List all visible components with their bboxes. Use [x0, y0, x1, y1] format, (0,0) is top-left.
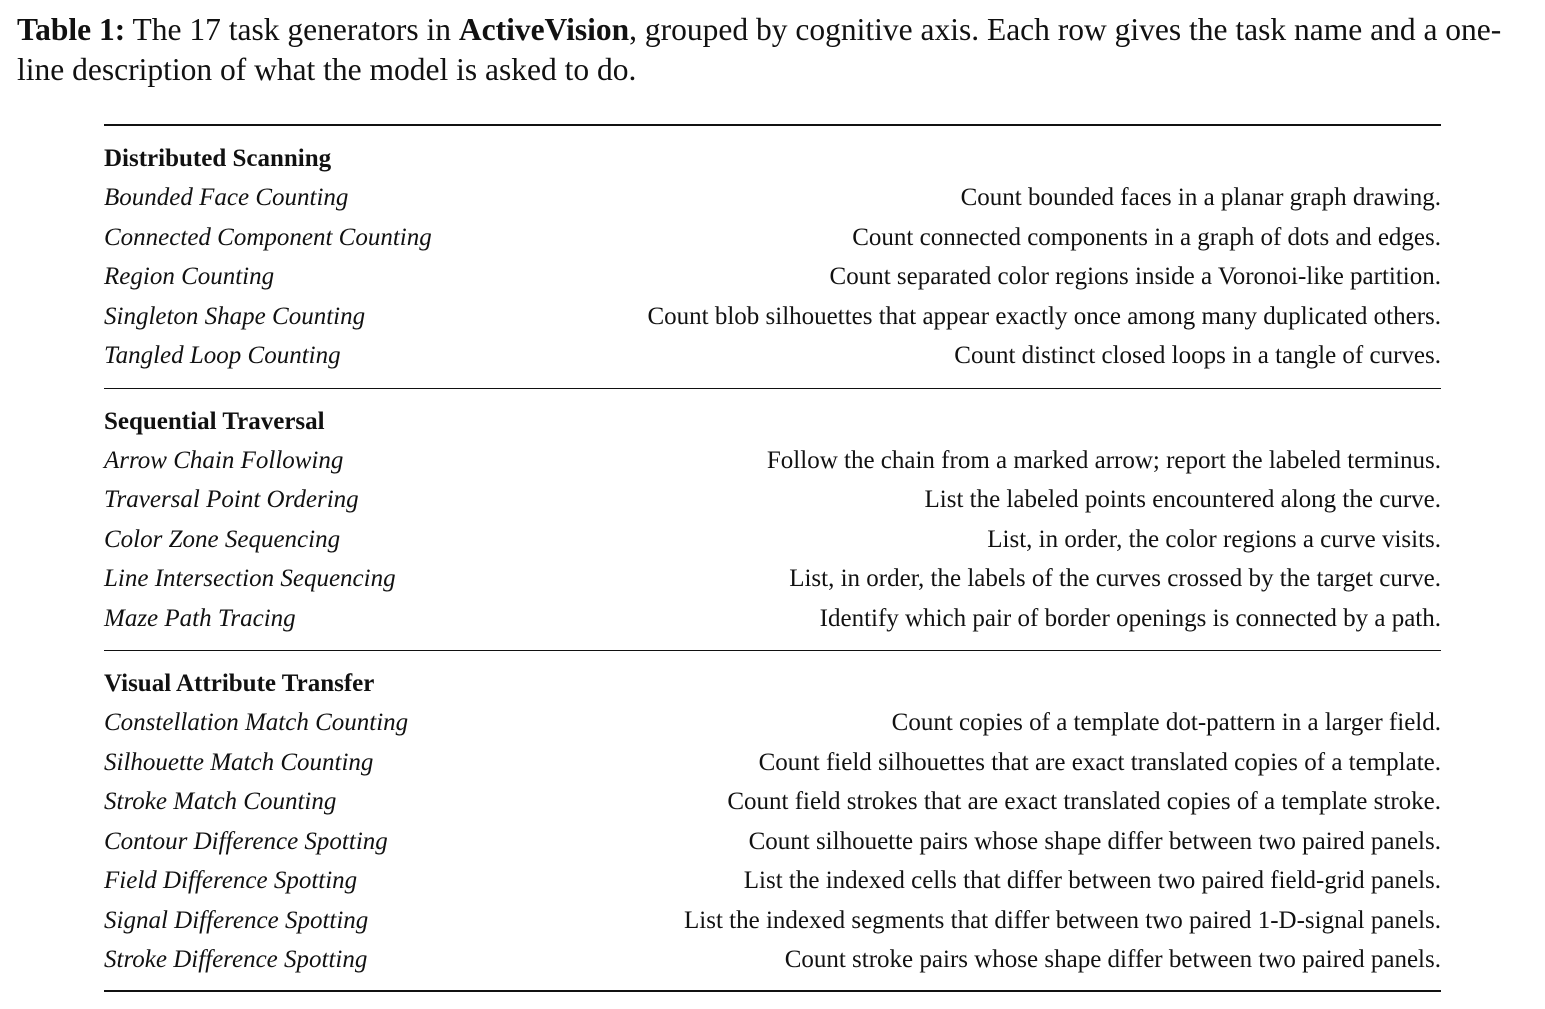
- table-row: [104, 441, 1441, 481]
- table-row: [104, 940, 1441, 980]
- task-description: Count distinct closed loops in a tangle of curves.: [954, 342, 1441, 369]
- task-name: Bounded Face Counting: [104, 184, 349, 211]
- task-description: Count blob silhouettes that appear exactly once among many duplicated others.: [647, 302, 1441, 330]
- table-row: [104, 336, 1441, 376]
- group-heading: Distributed Scanning: [104, 145, 332, 172]
- task-description: List, in order, the color regions a curve visits.: [987, 525, 1441, 553]
- caption-label: Table 1:: [17, 12, 126, 47]
- table-row: [104, 178, 1441, 218]
- table-row: [104, 218, 1441, 258]
- task-name: Color Zone Sequencing: [104, 525, 341, 553]
- task-description: Count separated color regions inside a Voronoi-like partition.: [829, 263, 1441, 290]
- group-heading: Visual Attribute Transfer: [104, 670, 375, 697]
- group-visual-attribute-transfer: [104, 651, 1441, 990]
- task-description: Count bounded faces in a planar graph drawing.: [960, 184, 1441, 211]
- task-name: Stroke Match Counting: [104, 788, 337, 815]
- task-name: Tangled Loop Counting: [104, 342, 341, 369]
- task-description: Identify which pair of border openings is connected by a path.: [819, 604, 1441, 632]
- group-distributed-scanning: [104, 126, 1441, 388]
- task-description: List, in order, the labels of the curves crossed by the target curve.: [789, 565, 1441, 592]
- group-heading: Sequential Traversal: [104, 407, 325, 435]
- task-description: List the indexed segments that differ between two paired 1-D-signal panels.: [684, 906, 1441, 934]
- task-name: Singleton Shape Counting: [104, 302, 366, 330]
- table-row: [104, 480, 1441, 520]
- task-name: Contour Difference Spotting: [104, 827, 388, 855]
- table-row: [104, 743, 1441, 783]
- task-name: Arrow Chain Following: [104, 446, 344, 474]
- task-description: List the indexed cells that differ between two paired field-grid panels.: [743, 867, 1441, 894]
- task-description: Count field silhouettes that are exact translated copies of a template.: [758, 748, 1441, 776]
- task-table: [104, 124, 1441, 992]
- task-description: Count silhouette pairs whose shape differ between two paired panels.: [748, 827, 1441, 855]
- caption-text-after: , grouped by cognitive axis. Each row gives the task name and a one-line description of what the model is asked to do.: [17, 12, 1502, 87]
- group-sequential-traversal: [104, 389, 1441, 651]
- bottom-rule: [104, 990, 1441, 992]
- task-name: Field Difference Spotting: [104, 867, 358, 894]
- task-description: Count connected components in a graph of dots and edges.: [852, 223, 1441, 251]
- task-name: Traversal Point Ordering: [104, 486, 359, 513]
- task-description: Count copies of a template dot-pattern in a larger field.: [891, 709, 1441, 736]
- task-name: Connected Component Counting: [104, 223, 432, 251]
- task-description: List the labeled points encountered along the curve.: [924, 486, 1441, 513]
- table-row: [104, 559, 1441, 599]
- table-row: [104, 257, 1441, 297]
- task-name: Constellation Match Counting: [104, 709, 409, 736]
- task-name: Stroke Difference Spotting: [104, 946, 368, 973]
- table-row: [104, 782, 1441, 822]
- table-row: [104, 520, 1441, 560]
- task-name: Signal Difference Spotting: [104, 906, 369, 934]
- task-name: Silhouette Match Counting: [104, 748, 374, 776]
- task-description: Follow the chain from a marked arrow; report the labeled terminus.: [766, 446, 1441, 474]
- table-row: [104, 703, 1441, 743]
- table-row: [104, 822, 1441, 862]
- task-name: Region Counting: [104, 263, 275, 290]
- task-description: Count stroke pairs whose shape differ between two paired panels.: [784, 946, 1441, 973]
- table-caption: [17, 10, 1532, 90]
- task-description: Count field strokes that are exact translated copies of a template stroke.: [727, 788, 1441, 815]
- table-row: [104, 599, 1441, 639]
- table-row: [104, 297, 1441, 337]
- caption-text-before: The 17 task generators in: [125, 12, 459, 47]
- caption-system-name: ActiveVision: [458, 12, 630, 47]
- task-name: Line Intersection Sequencing: [104, 565, 396, 592]
- table-row: [104, 901, 1441, 941]
- table-row: [104, 861, 1441, 901]
- task-name: Maze Path Tracing: [104, 604, 296, 632]
